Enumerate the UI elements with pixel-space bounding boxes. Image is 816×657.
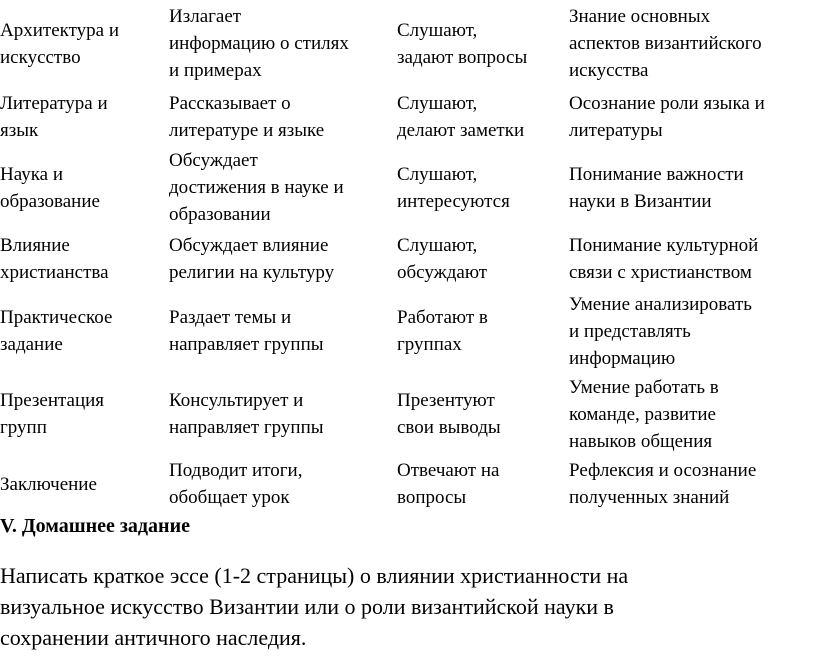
stage-cell [0,229,165,289]
teacher-activity-cell [169,146,389,229]
student-activity-cell [397,289,562,373]
cell-text-line: навыков общения [569,430,713,452]
table-row [0,455,816,513]
cell-text-line: религии на культуру [169,262,335,283]
teacher-activity-cell [169,455,389,513]
cell-text-line: задание [0,334,63,355]
cell-text-line: полученных знаний [569,487,730,508]
cell-text-line: информацию о стилях [169,33,349,54]
cell-text-line: Слушают, [397,19,478,41]
expected-result-cell [569,87,814,146]
cell-text-line: Знание основных [569,6,711,27]
homework-line: визуальное искусство Византии или о роли византийской науки в [0,594,614,619]
table-row [0,373,816,455]
cell-text-line: обобщает урок [169,487,290,508]
cell-text-line: Литература и [0,92,108,114]
student-activity-cell [397,373,562,455]
expected-result-cell [569,229,814,289]
cell-text-line: свои выводы [397,417,501,438]
cell-text-line: и представлять [569,320,691,342]
cell-text-line: достижения в науке и [169,177,344,198]
cell-text-line: вопросы [397,487,467,508]
cell-text-line: Понимание культурной [569,235,759,256]
cell-text-line: Обсуждает [169,150,258,171]
cell-text-line: Слушают, [397,92,478,114]
cell-text-line: направляет группы [169,417,324,438]
student-activity-cell [397,87,562,146]
cell-text-line: Отвечают на [397,460,500,481]
student-activity-cell [397,229,562,289]
cell-text-line: литературе и языке [169,119,325,141]
stage-cell [0,373,165,455]
cell-text-line: искусства [569,60,649,81]
stage-cell [0,455,165,513]
teacher-activity-cell [169,0,389,87]
expected-result-cell [569,289,814,373]
cell-text-line: науки в Византии [569,190,712,212]
expected-result-cell [569,146,814,229]
cell-text-line: Раздает темы и [169,307,292,328]
table-row [0,229,816,289]
cell-text-line: Презентация [0,390,105,411]
cell-text-line: искусство [0,46,81,68]
cell-text-line: интересуются [397,190,510,212]
cell-text-line: связи с христианством [569,262,752,283]
expected-result-cell [569,0,814,87]
stage-cell [0,146,165,229]
cell-text-line: Слушают, [397,163,478,185]
cell-text-line: Архитектура и [0,19,120,41]
cell-text-line: задают вопросы [397,46,528,68]
cell-text-line: Излагает [169,6,242,27]
cell-text-line: образовании [169,204,271,225]
cell-text-line: Осознание роли языка и [569,92,765,114]
cell-text-line: группах [397,334,462,355]
homework-line: сохранении античного наследия. [0,625,307,650]
cell-text-line: христианства [0,262,109,283]
cell-text-line: групп [0,417,47,438]
cell-text-line: делают заметки [397,119,525,141]
homework-line: Написать краткое эссе (1-2 страницы) о влиянии христианности на [0,563,629,588]
teacher-activity-cell [169,373,389,455]
expected-result-cell [569,455,814,513]
cell-text-line: Рассказывает о [169,92,291,114]
cell-text-line: образование [0,190,100,212]
table-row [0,0,816,87]
cell-text-line: информацию [569,347,676,369]
cell-text-line: Умение работать в [569,376,719,398]
cell-text-line: Подводит итоги, [169,460,303,481]
cell-text-line: Обсуждает влияние [169,235,329,256]
cell-text-line: Слушают, [397,235,478,256]
section-heading: V. Домашнее задание [0,515,190,537]
stage-cell [0,87,165,146]
cell-text-line: Наука и [0,163,63,185]
cell-text-line: и примерах [169,60,262,81]
student-activity-cell [397,455,562,513]
cell-text-line: Работают в [397,307,488,328]
cell-text-line: команде, развитие [569,403,716,425]
student-activity-cell [397,146,562,229]
cell-text-line: Понимание важности [569,163,744,185]
table-row [0,87,816,146]
cell-text-line: Влияние [0,235,70,256]
cell-text-line: Умение анализировать [569,293,752,315]
student-activity-cell [397,0,562,87]
stage-cell [0,0,165,87]
expected-result-cell [569,373,814,455]
homework-paragraph [0,560,816,653]
cell-text-line: Рефлексия и осознание [569,460,757,481]
table-row [0,146,816,229]
stage-cell [0,289,165,373]
cell-text-line: Заключение [0,473,97,495]
teacher-activity-cell [169,229,389,289]
teacher-activity-cell [169,87,389,146]
cell-text-line: направляет группы [169,334,324,355]
cell-text-line: литературы [569,119,663,141]
cell-text-line: обсуждают [397,262,488,283]
cell-text-line: Презентуют [397,390,495,411]
teacher-activity-cell [169,289,389,373]
cell-text-line: аспектов византийского [569,33,762,54]
table-row [0,289,816,373]
cell-text-line: Консультирует и [169,390,304,411]
cell-text-line: Практическое [0,307,113,328]
cell-text-line: язык [0,119,39,141]
